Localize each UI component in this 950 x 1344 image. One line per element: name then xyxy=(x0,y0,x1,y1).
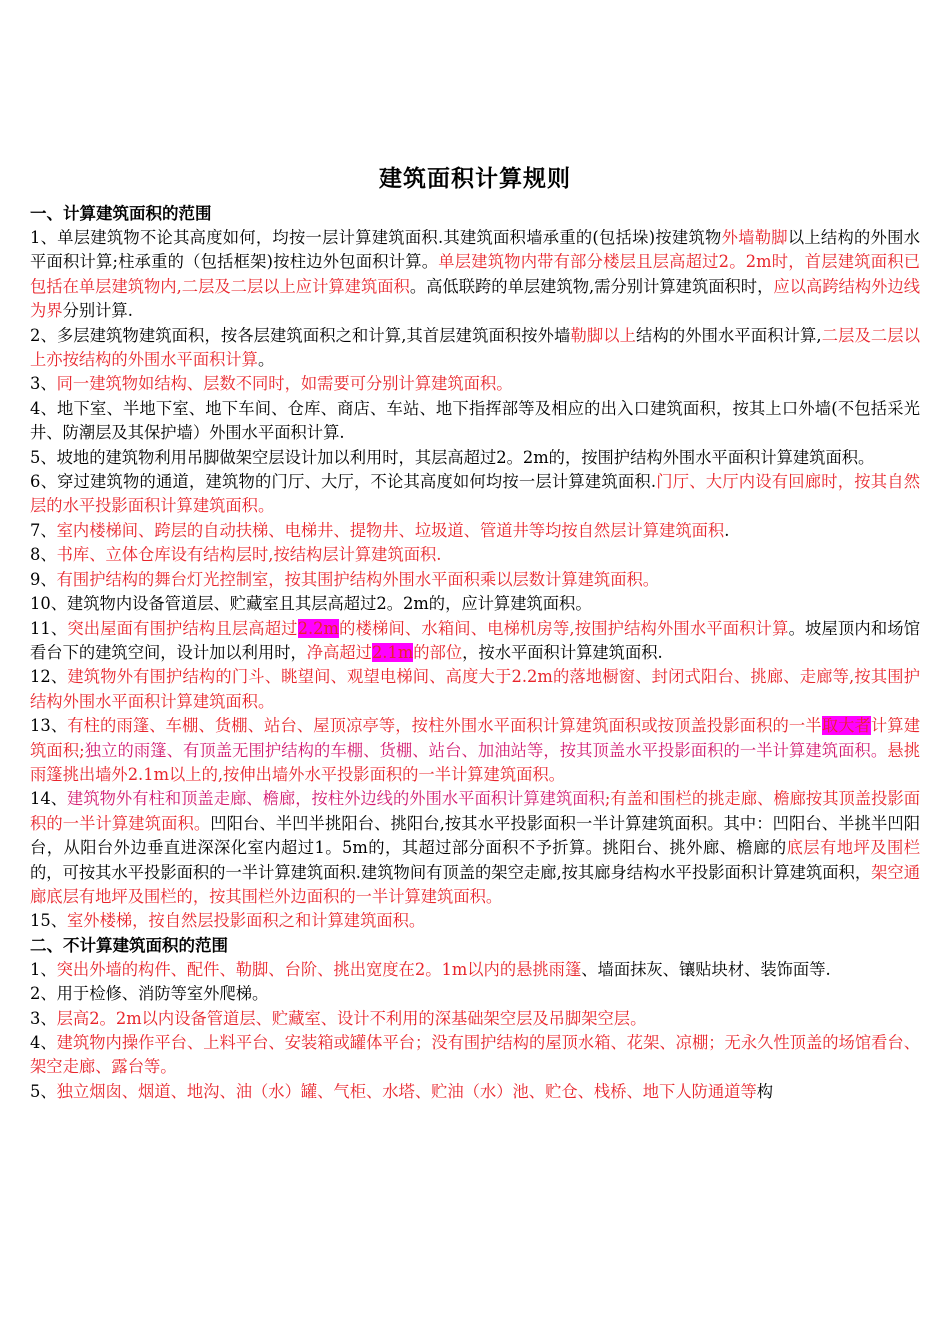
text-run: 的楼梯间、水箱间、电梯机房等,按围护结构外围水平面积计算 xyxy=(338,618,789,638)
text-run: ;有盖和围栏的挑走廊、檐廊按其顶盖投影面积的一半计算建筑面积。 xyxy=(30,789,920,833)
text-run: 突出屋面有围护结构且层高超过 xyxy=(67,618,298,638)
text-run: 9、 xyxy=(30,569,57,589)
paragraph xyxy=(30,519,920,543)
text-run: 15、 xyxy=(30,911,67,931)
paragraph xyxy=(30,372,920,396)
text-run: 6、穿过建筑物的通道，建筑物的门厅、大厅，不论其高度如何均按一层计算建筑面积. xyxy=(30,472,657,492)
text-run: 净高超过 xyxy=(306,642,372,662)
text-run: 计算建筑面积; xyxy=(30,716,920,760)
paragraph xyxy=(30,592,920,616)
page-title: 建筑面积计算规则 xyxy=(379,166,571,192)
text-run: 3、 xyxy=(30,1008,57,1028)
paragraph xyxy=(30,909,920,933)
text-run: 建筑物内操作平台、上料平台、安装箱或罐体平台；没有围护结构的屋顶水箱、花架、凉棚；无永久性顶盖的场馆看台、架空走廊、露台等。 xyxy=(30,1033,920,1077)
highlighted-text: 2.1m xyxy=(371,642,414,662)
text-run: 勒脚以上 xyxy=(570,325,637,345)
text-run: 应以高跨结构外边线为界 xyxy=(30,276,920,321)
text-run: 。高低联跨的单层建筑物,需分别计算建筑面积时， xyxy=(409,276,774,296)
paragraph xyxy=(30,1080,920,1104)
text-run: 7、 xyxy=(30,520,57,540)
text-run: 层高2。2m以内设备管道层、贮藏室、设计不利用的深基础架空层及吊脚架空层。 xyxy=(56,1008,647,1028)
text-run: 建筑物外有围护结构的门斗、眺望间、观望电梯间、高度大于2.2m的落地橱窗、封闭式阳台、挑廊、走廊等,按其围护结构外围水平面积计算建筑面积。 xyxy=(30,667,921,711)
text-run: 二层及二层以上亦按结构的外围水平面积计算 xyxy=(30,325,920,370)
text-run: 4、地下室、半地下室、地下车间、仓库、商店、车站、地下指挥部等及相应的出入口建筑面积，按其上口外墙(不包括采光井、防潮层及其保护墙）外围水平面积计算. xyxy=(30,398,920,443)
text-run: 2、用于检修、消防等室外爬梯。 xyxy=(30,984,269,1004)
paragraph xyxy=(30,568,920,592)
paragraph xyxy=(30,787,920,909)
text-run: ，按水平面积计算建筑面积. xyxy=(462,642,663,662)
paragraph xyxy=(30,617,920,666)
text-run: 13、 xyxy=(30,716,68,736)
text-run: 外墙勒脚 xyxy=(721,228,788,247)
text-run: 单层建筑物内带有部分楼层且层高超过2。2m时，首层建筑面积已包括在单层建筑物内,二层及二层以上应计算建筑面积 xyxy=(30,252,920,296)
text-run: 门厅、大厅内设有回廊时，按其自然层的水平投影面积计算建筑面积。 xyxy=(30,472,920,516)
paragraph xyxy=(30,982,920,1006)
text-run: 的部位 xyxy=(413,642,463,662)
paragraph xyxy=(30,1031,920,1080)
highlighted-text: 2.2m xyxy=(297,618,339,638)
text-run: 有柱的雨篷、车棚、货棚、站台、屋顶凉亭等，按柱外围水平面积计算建筑面积或按顶盖投影面积的一半 xyxy=(67,716,822,736)
text-run: 独立的雨篷、有顶盖无围护结构的车棚、货棚、站台、加油站等，按其顶盖水平投影面积的一半计算建筑面积。 xyxy=(84,740,888,760)
text-run: 底层有地坪及围栏 xyxy=(786,838,920,858)
text-run: 1、 xyxy=(30,959,57,979)
text-run: 5、 xyxy=(30,1081,57,1101)
text-run: 4、 xyxy=(30,1033,57,1052)
text-run: 悬挑雨篷挑出墙外2.1m以上的,按伸出墙外水平投影面积的一半计算建筑面积。 xyxy=(30,740,920,784)
paragraph xyxy=(30,446,920,470)
text-run: 。 xyxy=(257,350,275,370)
text-run: 架空通廊底层有地坪及围栏的，按其围栏外边面积的一半计算建筑面积。 xyxy=(30,862,920,906)
text-run: 室外楼梯，按自然层投影面积之和计算建筑面积。 xyxy=(67,911,426,931)
section-heading: 二、不计算建筑面积的范围 xyxy=(30,935,228,955)
paragraph xyxy=(30,665,920,714)
text-run: 的，可按其水平投影面积的一半计算建筑面积.建筑物间有顶盖的架空走廊,按其廊身结构水平投影面积计算建筑面积， xyxy=(30,862,872,882)
text-run: 、墙面抹灰、镶贴块材、装饰面等. xyxy=(581,959,831,979)
paragraph xyxy=(30,226,920,324)
text-run: 室内楼梯间、跨层的自动扶梯、电梯井、提物井、垃圾道、管道井等均按自然层计算建筑面积 xyxy=(56,520,725,540)
paragraph xyxy=(30,714,920,787)
text-run: 凹阳台、半凹半挑阳台、挑阳台,按其水平投影面积一半计算建筑面积。其中：凹阳台、半挑半凹阳台，从阳台外边垂直进深深化室内超过1。5m的，其超过部分面积不予折算。挑阳台、挑外廊、檐廊的 xyxy=(30,813,920,858)
paragraph xyxy=(30,324,920,373)
text-run: 12、 xyxy=(30,667,68,687)
text-run: 。坡屋顶内和场馆看台下的建筑空间，设计加以利用时， xyxy=(30,618,920,662)
text-run: 突出外墙的构件、配件、勒脚、台阶、挑出宽度在2。1m以内的悬挑雨篷 xyxy=(56,959,582,979)
text-run: 建筑物外有柱和顶盖走廊、檐廊，按柱外边线的外围水平面积计算建筑面积 xyxy=(67,789,605,809)
document-body xyxy=(30,202,920,1104)
text-run: 1、单层建筑物不论其高度如何，均按一层计算建筑面积.其建筑面积墙承重的(包括垛)按建筑物 xyxy=(30,228,722,247)
paragraph xyxy=(30,543,920,567)
text-run: 以上结构的外围水平面积计算;柱承重的（包括框架)按柱边外包面积计算。 xyxy=(30,228,920,272)
text-run: 结构的外围水平面积计算, xyxy=(636,325,822,345)
text-run: . xyxy=(724,520,730,540)
text-run: 书库、立体仓库设有结构层时,按结构层计算建筑面积. xyxy=(56,545,442,565)
text-run: 同一建筑物如结构、层数不同时，如需要可分别计算建筑面积。 xyxy=(56,374,513,394)
text-run: 14、 xyxy=(30,789,68,809)
paragraph xyxy=(30,397,920,446)
text-run: 11、 xyxy=(30,618,68,638)
text-run: 独立烟囱、烟道、地沟、油（水）罐、气柜、水塔、贮油（水）池、贮仓、栈桥、地下人防通道等 xyxy=(56,1081,757,1101)
text-run: 10、建筑物内设备管道层、贮藏室且其层高超过2。2m的，应计算建筑面积。 xyxy=(30,594,592,614)
text-run: 8、 xyxy=(30,545,57,565)
text-run: 5、坡地的建筑物利用吊脚做架空层设计加以利用时，其层高超过2。2m的，按围护结构外围水平面积计算建筑面积。 xyxy=(30,447,875,467)
highlighted-text: 取大者 xyxy=(821,716,871,736)
text-run: 2、多层建筑物建筑面积，按各层建筑面积之和计算,其首层建筑面积按外墙 xyxy=(30,325,571,345)
section-heading: 一、计算建筑面积的范围 xyxy=(30,204,212,223)
text-run: 构 xyxy=(756,1081,774,1101)
paragraph xyxy=(30,958,920,982)
text-run: 3、 xyxy=(30,374,57,394)
paragraph xyxy=(30,1007,920,1031)
paragraph xyxy=(30,470,920,519)
text-run: 有围护结构的舞台灯光控制室，按其围护结构外围水平面积乘以层数计算建筑面积。 xyxy=(56,569,660,589)
text-run: 分别计算. xyxy=(62,301,133,321)
